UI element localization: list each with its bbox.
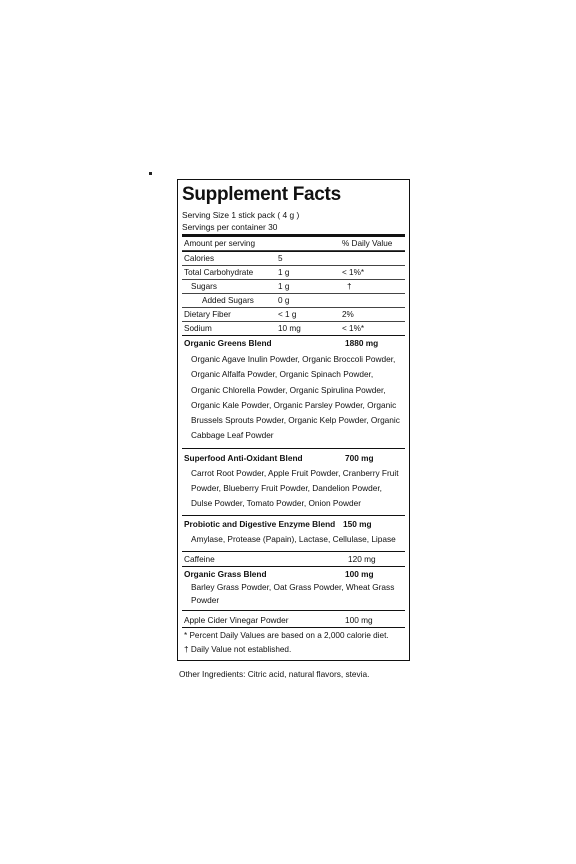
servings-per-container: Servings per container 30	[182, 222, 278, 232]
nutrient-amount: 5	[278, 254, 283, 263]
blend-ingredients: Organic Agave Inulin Powder, Organic Broccoli Powder, Organic Alfalfa Powder, Organic Spinach Powder, Organic Chlorella Powder, Organic Spirulina Powder, Organic Kale Powder, Organic Parsley Powder, Organic Brussels Sprouts Powder, Organic Kelp Powder, Organic Cabbage Leaf Powder	[191, 354, 400, 441]
antioxidant-blend	[182, 449, 405, 516]
nutrient-dv: < 1%*	[342, 268, 365, 277]
nutrient-amount: < 1 g	[278, 310, 297, 319]
supplement-facts-panel	[177, 179, 410, 661]
nutrient-dv: 2%	[342, 310, 354, 319]
blend-amount: 100 mg	[345, 568, 374, 579]
blend-name: Organic Greens Blend	[184, 338, 272, 348]
blend-name: Organic Grass Blend	[184, 568, 267, 579]
blend-amount: 150 mg	[343, 518, 372, 529]
header-row	[182, 237, 405, 251]
panel-title: Supplement Facts	[182, 184, 341, 205]
caffeine-name: Caffeine	[184, 553, 215, 564]
nutrient-row	[182, 266, 405, 280]
header-amount: Amount per serving	[184, 239, 255, 248]
header-daily-value: % Daily Value	[342, 239, 393, 248]
nutrient-row	[182, 308, 405, 322]
caffeine-amount: 120 mg	[348, 553, 376, 564]
nutrient-row	[182, 280, 405, 294]
nutrient-dv: < 1%*	[342, 324, 365, 333]
blend-ingredients: Barley Grass Powder, Oat Grass Powder, Wheat Grass Powder	[191, 581, 395, 606]
nutrient-amount: 1 g	[278, 282, 290, 291]
nutrient-row	[182, 322, 405, 336]
blend-name: Probiotic and Digestive Enzyme Blend	[184, 518, 336, 529]
nutrient-name: Total Carbohydrate	[184, 268, 254, 277]
nutrient-amount: 0 g	[278, 296, 290, 305]
acv-row	[182, 611, 405, 628]
blend-amount: 1880 mg	[345, 338, 379, 348]
nutrient-row	[182, 294, 405, 308]
nutrient-dv: †	[347, 282, 352, 291]
blend-name: Superfood Anti-Oxidant Blend	[184, 452, 303, 463]
acv-amount: 100 mg	[345, 614, 373, 625]
nutrient-name: Sodium	[184, 324, 212, 333]
nutrient-amount: 10 mg	[278, 324, 301, 333]
nutrient-name: Added Sugars	[202, 296, 254, 305]
grass-blend	[182, 567, 405, 611]
acv-name: Apple Cider Vinegar Powder	[184, 614, 289, 625]
nutrient-name: Calories	[184, 254, 215, 263]
footnote-daily-values: * Percent Daily Values are based on a 2,000 calorie diet.	[184, 630, 389, 640]
nutrient-name: Dietary Fiber	[184, 310, 231, 319]
blend-amount: 700 mg	[345, 452, 374, 463]
corner-mark	[149, 172, 152, 175]
other-ingredients: Other Ingredients: Citric acid, natural flavors, stevia.	[179, 669, 370, 679]
serving-size: Serving Size 1 stick pack ( 4 g )	[182, 210, 300, 220]
footnote-not-established: † Daily Value not established.	[184, 644, 292, 654]
blend-ingredients: Carrot Root Powder, Apple Fruit Powder, Cranberry Fruit Powder, Blueberry Fruit Powder, Dandelion Powder, Dulse Powder, Tomato Powder, Onion Powder	[191, 467, 399, 508]
nutrient-row	[182, 252, 405, 266]
nutrient-amount: 1 g	[278, 268, 290, 277]
nutrient-name: Sugars	[191, 282, 217, 291]
probiotic-blend	[182, 516, 405, 552]
caffeine-row	[182, 552, 405, 567]
blend-ingredients: Amylase, Protease (Papain), Lactase, Cellulase, Lipase	[191, 533, 396, 544]
greens-blend	[182, 336, 405, 449]
